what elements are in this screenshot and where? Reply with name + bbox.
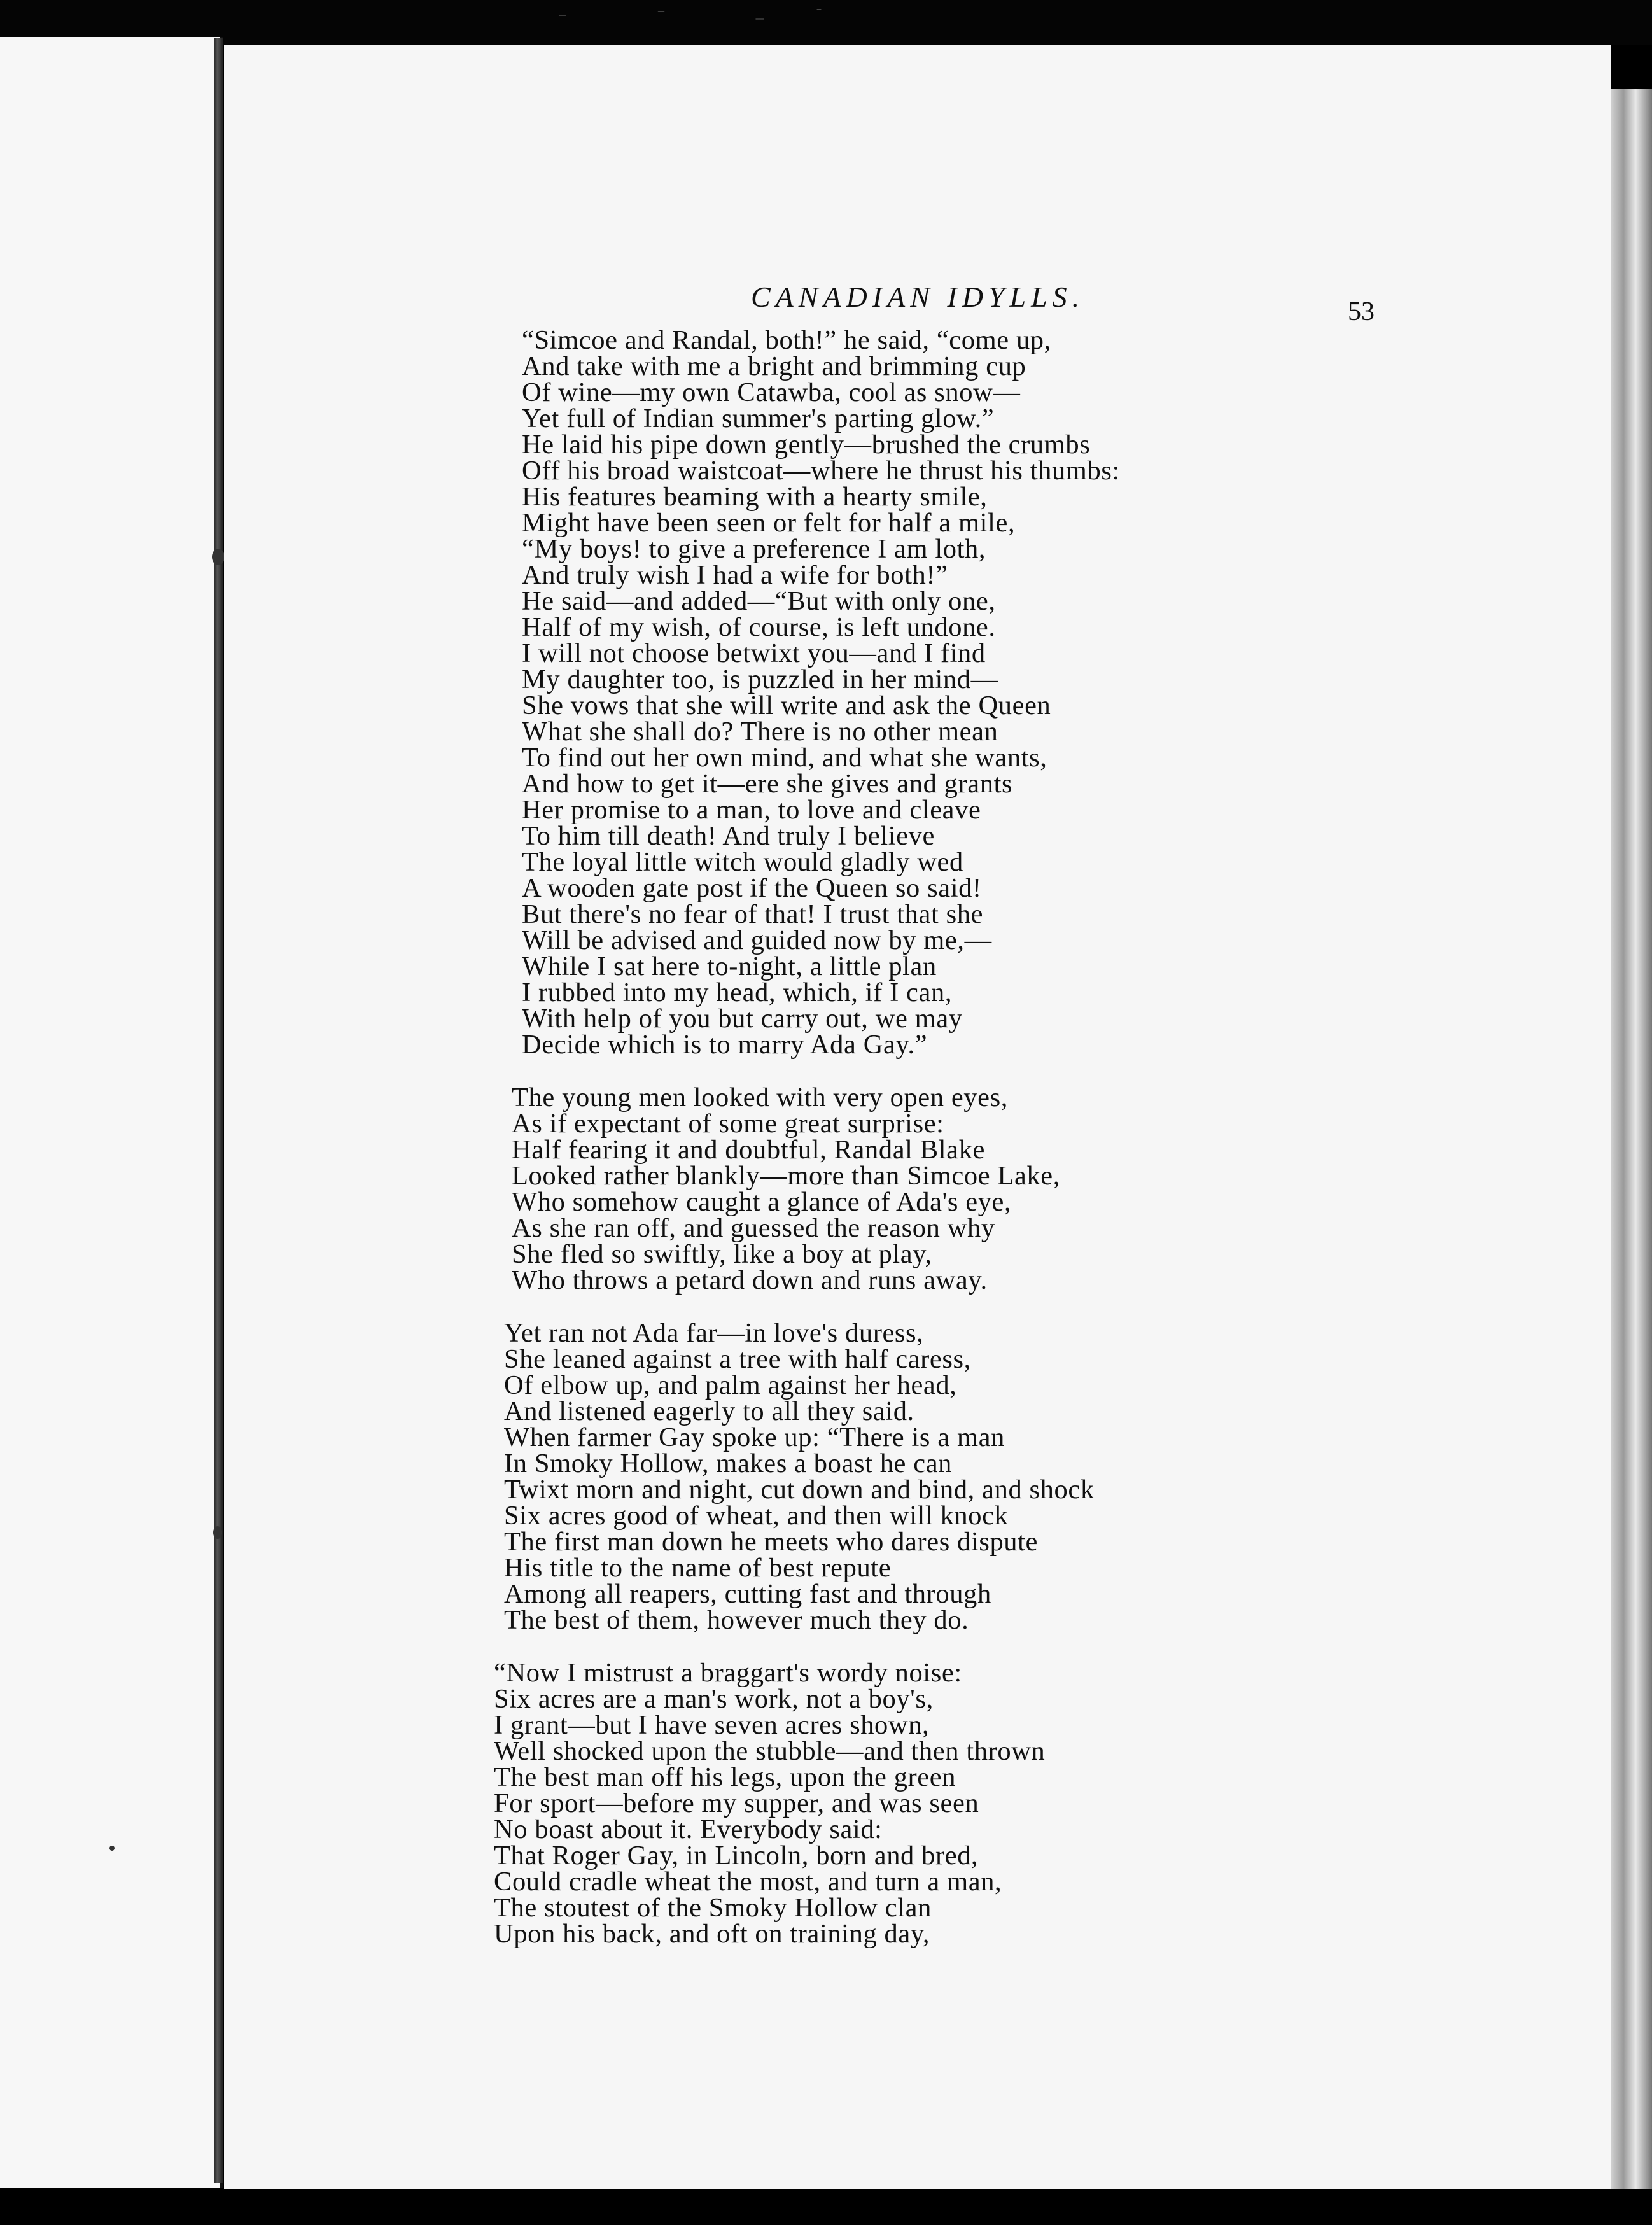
poem-line: And take with me a bright and brimming cup — [522, 351, 1026, 381]
poem-line: Off his broad waistcoat—where he thrust his thumbs: — [522, 456, 1120, 486]
poem-line: He said—and added—“But with only one, — [522, 586, 996, 616]
poem-line: His features beaming with a hearty smile, — [522, 482, 988, 512]
poem-line: What she shall do? There is no other mean — [522, 717, 998, 747]
poem-line: Six acres are a man's work, not a boy's, — [494, 1684, 934, 1714]
poem-line: But there's no fear of that! I trust that she — [522, 899, 984, 929]
poem-line: Twixt morn and night, cut down and bind, and shock — [504, 1475, 1095, 1505]
poem-line: And how to get it—ere she gives and grants — [522, 769, 1013, 799]
book-binding-gutter — [214, 38, 223, 2183]
poem-line: Might have been seen or felt for half a mile, — [522, 508, 1016, 538]
poem-line: I will not choose betwixt you—and I find — [522, 638, 986, 668]
poem-line: I rubbed into my head, which, if I can, — [522, 978, 953, 1007]
poem-line: The best of them, however much they do. — [504, 1605, 969, 1635]
binding-stitch-mark — [212, 549, 225, 565]
poem-line: “Now I mistrust a braggart's wordy noise: — [494, 1658, 962, 1688]
poem-line: His title to the name of best repute — [504, 1553, 892, 1583]
running-head: CANADIAN IDYLLS. — [751, 281, 1085, 313]
poem-line: Will be advised and guided now by me,— — [522, 925, 992, 955]
poem-line: Her promise to a man, to love and cleave — [522, 795, 981, 825]
poem-line: Yet full of Indian summer's parting glow.” — [522, 404, 995, 433]
stanza — [494, 1660, 1540, 1947]
poem-line: She fled so swiftly, like a boy at play, — [512, 1239, 932, 1269]
poem-line: As she ran off, and guessed the reason why — [512, 1213, 995, 1243]
background-foliage — [484, 0, 878, 38]
stanza — [512, 1084, 1540, 1293]
poem-line: The young men looked with very open eyes, — [512, 1083, 1008, 1112]
poem-line: Decide which is to marry Ada Gay.” — [522, 1030, 928, 1060]
poem-line: Could cradle wheat the most, and turn a man, — [494, 1867, 1002, 1897]
poem-line: Half fearing it and doubtful, Randal Blake — [512, 1135, 985, 1165]
poem-line: My daughter too, is puzzled in her mind— — [522, 664, 998, 694]
poem-line: No boast about it. Everybody said: — [494, 1814, 883, 1844]
left-page-speck — [109, 1846, 115, 1851]
poem-line: “Simcoe and Randal, both!” he said, “come up, — [522, 325, 1051, 355]
poem-line: Looked rather blankly—more than Simcoe Lake, — [512, 1161, 1060, 1191]
poem-line: “My boys! to give a preference I am loth, — [522, 534, 986, 564]
stanza — [504, 1320, 1540, 1633]
poem-line: He laid his pipe down gently—brushed the crumbs — [522, 430, 1091, 460]
poem-line: She vows that she will write and ask the Queen — [522, 691, 1051, 720]
poem-line: To find out her own mind, and what she wants, — [522, 743, 1047, 773]
poem-line: Half of my wish, of course, is left undone. — [522, 612, 996, 642]
poem-line: The first man down he meets who dares dispute — [504, 1527, 1039, 1557]
left-page-blank — [0, 37, 223, 2188]
poem-line: And truly wish I had a wife for both!” — [522, 560, 948, 590]
poem-line: As if expectant of some great surprise: — [512, 1109, 944, 1139]
stanza — [522, 327, 1540, 1058]
bottom-dark-border — [0, 2189, 1652, 2225]
poem-line: That Roger Gay, in Lincoln, born and bred, — [494, 1841, 979, 1871]
poem-line: Who somehow caught a glance of Ada's eye, — [512, 1187, 1012, 1217]
poem-line: Yet ran not Ada far—in love's duress, — [504, 1318, 924, 1348]
poem-line: Upon his back, and oft on training day, — [494, 1919, 930, 1949]
poem-text — [494, 325, 1540, 1974]
top-dark-border — [0, 0, 1652, 45]
poem-line: Who throws a petard down and runs away. — [512, 1265, 988, 1295]
poem-line: To him till death! And truly I believe — [522, 821, 935, 851]
poem-line: The loyal little witch would gladly wed — [522, 847, 963, 877]
poem-line: The stoutest of the Smoky Hollow clan — [494, 1893, 932, 1923]
poem-line: While I sat here to-night, a little plan — [522, 951, 937, 981]
poem-line: Of elbow up, and palm against her head, — [504, 1370, 957, 1400]
poem-line: Well shocked upon the stubble—and then thrown — [494, 1736, 1046, 1766]
poem-line: A wooden gate post if the Queen so said! — [522, 873, 982, 903]
poem-line: Among all reapers, cutting fast and through — [504, 1579, 991, 1609]
poem-line: Of wine—my own Catawba, cool as snow— — [522, 377, 1021, 407]
poem-line: With help of you but carry out, we may — [522, 1004, 963, 1034]
page-number: 53 — [1348, 297, 1375, 326]
poem-line: I grant—but I have seven acres shown, — [494, 1710, 930, 1740]
poem-line: The best man off his legs, upon the green — [494, 1762, 956, 1792]
binding-stitch-mark — [213, 1526, 222, 1539]
poem-line: Six acres good of wheat, and then will knock — [504, 1501, 1009, 1531]
poem-line: In Smoky Hollow, makes a boast he can — [504, 1449, 953, 1478]
poem-line: For sport—before my supper, and was seen — [494, 1788, 979, 1818]
poem-line: When farmer Gay spoke up: “There is a man — [504, 1422, 1005, 1452]
page-edge-shadow — [1611, 89, 1652, 2189]
poem-line: And listened eagerly to all they said. — [504, 1396, 914, 1426]
poem-line: She leaned against a tree with half caress, — [504, 1344, 971, 1374]
